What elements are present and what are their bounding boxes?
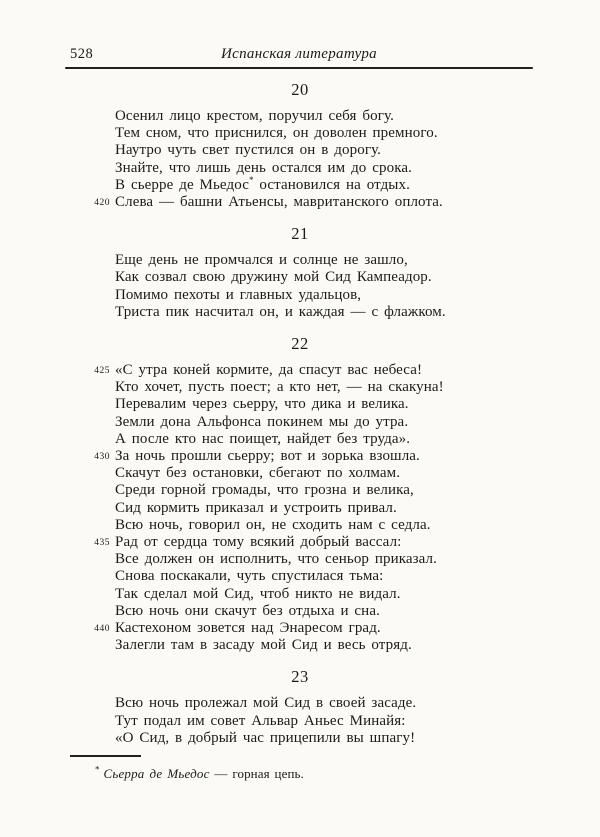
verse-line (115, 586, 600, 603)
header-rule (65, 67, 533, 69)
line-text: Снова поскакали, чуть спустилася тьма: (115, 568, 384, 585)
verse-line (115, 379, 600, 396)
line-text: Всю ночь пролежал мой Сид в своей засаде. (115, 695, 417, 712)
verse-line (115, 125, 600, 142)
line-text: Сид кормить приказал и устроить привал. (115, 499, 397, 516)
line-text: Залегли там в засаду мой Сид и весь отряд. (115, 637, 412, 654)
verse-line (115, 568, 600, 585)
verse-line (94, 620, 600, 637)
line-number: 435 (94, 537, 110, 548)
verse-section (0, 223, 600, 321)
section-lines (0, 362, 600, 654)
verse-section (0, 333, 600, 654)
line-text: Все должен он исполнить, что сеньор приказал. (115, 551, 437, 568)
line-number: 420 (94, 197, 110, 208)
line-text: За ночь прошли сьерру; вот и зорька взошла. (115, 448, 420, 465)
line-text: Кто хочет, пусть поест; а кто нет, — на скакуна! (115, 379, 444, 396)
verse-line (115, 500, 600, 517)
line-text: Наутро чуть свет пустился он в дорогу. (115, 142, 382, 159)
line-text: Триста пик насчитал он, и каждая — с флажком. (115, 303, 446, 320)
verse-line (94, 534, 600, 551)
section-number: 22 (291, 334, 309, 354)
line-text: А после кто нас поищет, найдет без труда». (115, 430, 411, 447)
footnote-rule (70, 755, 141, 757)
line-text: Кастехоном зовется над Энаресом град. (115, 620, 381, 637)
line-text: Рад от сердца тому всякий добрый вассал: (115, 534, 402, 551)
verse-line (115, 108, 600, 125)
verse-line (115, 551, 600, 568)
line-number: 430 (94, 451, 110, 462)
line-text: Среди горной громады, что грозна и велика, (115, 482, 414, 499)
section-number: 20 (291, 80, 309, 99)
verse-line (115, 695, 600, 712)
verse-line (115, 160, 600, 177)
verse-line (115, 142, 600, 159)
footnote-marker: * (95, 764, 104, 775)
line-text: В сьерре де Мьедос* остановился на отдых. (115, 174, 410, 193)
verse-line (115, 730, 600, 747)
line-text: Всю ночь, говорил он, не сходить нам с седла. (115, 516, 431, 533)
verse-line (115, 637, 600, 654)
line-text: «О Сид, в добрый час прицепили вы шпагу! (115, 729, 416, 746)
verse-line (94, 194, 600, 211)
line-text: Всю ночь они скачут без отдыха и сна. (115, 602, 380, 619)
page-number: 528 (70, 46, 94, 62)
verse-line (115, 287, 600, 304)
line-text: Помимо пехоты и главных удальцов, (115, 286, 362, 303)
line-text: Так сделал мой Сид, чтоб никто не видал. (115, 585, 401, 602)
verse-line (115, 304, 600, 321)
verse-line (115, 252, 600, 269)
verse-line (115, 465, 600, 482)
line-text: Еще день не промчался и солнце не зашло, (115, 252, 408, 269)
footnote-term: Сьерра де Мьедос (103, 765, 210, 781)
line-text: Тем сном, что приснился, он доволен премного. (115, 125, 438, 142)
verse-line (115, 414, 600, 431)
verse-section (0, 666, 600, 747)
verse-line (115, 269, 600, 286)
verse-line (115, 174, 600, 194)
line-number: 440 (94, 623, 110, 634)
line-text: Осенил лицо крестом, поручил себя богу. (115, 108, 394, 124)
verse-line (115, 396, 600, 413)
verse-line (115, 713, 600, 730)
line-text: «С утра коней кормите, да спасут вас небеса! (115, 362, 423, 379)
line-number: 425 (94, 365, 110, 376)
line-text: Тут подал им совет Альвар Аньес Минайя: (115, 712, 406, 729)
footnote (95, 766, 600, 782)
verse-line (94, 448, 600, 465)
verse-line (115, 431, 600, 448)
verse-line (115, 482, 600, 499)
verse-line (115, 603, 600, 620)
verse-section (0, 79, 600, 211)
line-text: Скачут без остановки, сбегают по холмам. (115, 465, 401, 482)
verse-line (115, 517, 600, 534)
page-header (65, 45, 533, 63)
line-text: Как созвал свою дружину мой Сид Кампеадор. (115, 269, 432, 286)
line-text: Земли дона Альфонса покинем мы до утра. (115, 413, 409, 430)
line-text: Слева — башни Атьенсы, мавританского оплота. (115, 194, 443, 211)
verse-body (0, 76, 600, 782)
section-lines (0, 252, 600, 321)
line-text: Перевалим через сьерру, что дика и велика. (115, 396, 409, 413)
running-title: Испанская литература (221, 46, 377, 62)
line-text: Знайте, что лишь день остался им до срока. (115, 159, 412, 176)
footnote-definition: — горная цепь. (209, 765, 304, 781)
footnote-ref: * (248, 174, 254, 185)
section-lines (0, 695, 600, 747)
verse-line (94, 362, 600, 379)
section-lines (0, 108, 600, 211)
section-number: 21 (291, 224, 309, 244)
section-number: 23 (291, 667, 309, 687)
